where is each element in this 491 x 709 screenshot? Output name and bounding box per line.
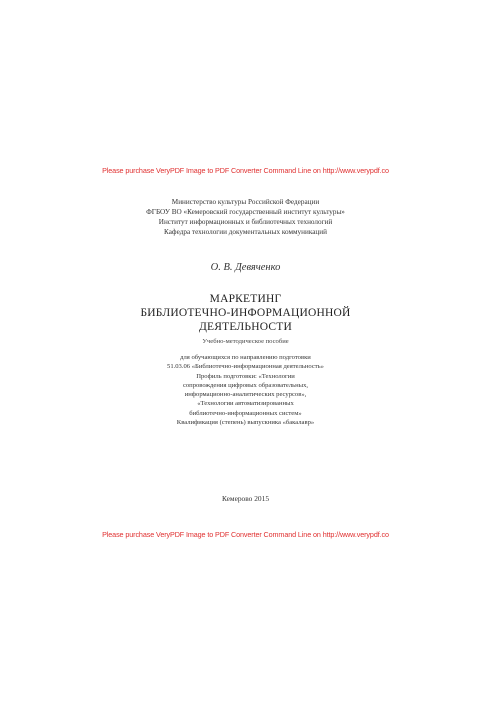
institution-header xyxy=(0,197,491,237)
author-name: О. В. Девяченко xyxy=(210,262,281,273)
header-line: Институт информационных и библиотечных технологий xyxy=(158,218,333,226)
purpose-line: сопровождения цифровых образовательных, xyxy=(182,381,309,389)
purpose-line: 51.03.06 «Библиотечно-информационная деятельность» xyxy=(167,363,324,371)
audience-description xyxy=(0,353,491,427)
header-line: Кафедра технологии документальных коммуникаций xyxy=(164,228,327,236)
document-title xyxy=(0,292,491,334)
purpose-line: для обучающихся по направлению подготовки xyxy=(180,354,311,361)
watermark-top: Please purchase VeryPDF Image to PDF Converter Command Line on http://www.verypdf.co xyxy=(102,166,389,175)
title-line: МАРКЕТИНГ xyxy=(209,293,282,305)
watermark-bottom: Please purchase VeryPDF Image to PDF Converter Command Line on http://www.verypdf.co xyxy=(102,530,389,539)
purpose-line: библиотечно-информационных систем» xyxy=(189,409,302,417)
title-line: БИБЛИОТЕЧНО-ИНФОРМАЦИОННОЙ xyxy=(140,307,351,319)
purpose-line: «Технологии автоматизированных xyxy=(197,400,294,408)
purpose-line: Квалификация (степень) выпускника «бакалавр» xyxy=(176,419,315,427)
city-year: Кемерово 2015 xyxy=(221,494,270,503)
header-line: ФГБОУ ВО «Кемеровский государственный институт культуры» xyxy=(146,208,345,216)
header-line: Министерство культуры Российской Федерации xyxy=(171,198,320,206)
purpose-line: информационно-аналитических ресурсов», xyxy=(184,391,307,399)
purpose-line: Профиль подготовки: «Технологии xyxy=(196,372,295,380)
title-line: ДЕЯТЕЛЬНОСТИ xyxy=(199,321,292,333)
document-subtitle: Учебно-методическое пособие xyxy=(202,338,289,345)
